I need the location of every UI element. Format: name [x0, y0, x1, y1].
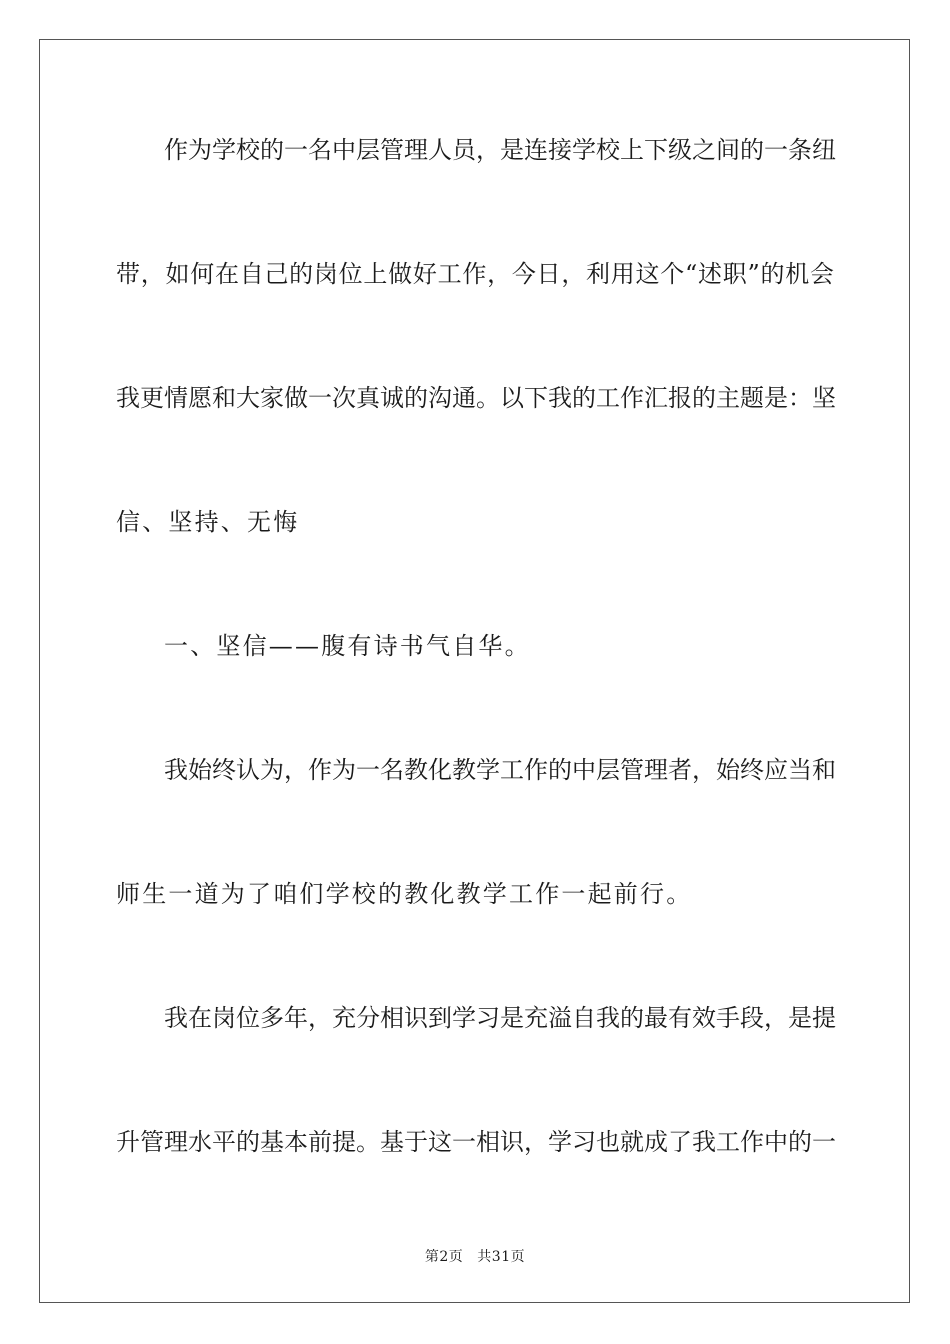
- text-line-8: 我在岗位多年，充分相识到学习是充溢自我的最有效手段，是提: [164, 1004, 836, 1032]
- text-line-7: 师生一道为了咱们学校的教化教学工作一起前行。: [116, 880, 693, 908]
- page-number: 第2页: [424, 1249, 464, 1265]
- text-line-3: 我更情愿和大家做一次真诚的沟通。以下我的工作汇报的主题是：坚: [116, 384, 836, 412]
- text-line-6: 我始终认为，作为一名教化教学工作的中层管理者，始终应当和: [164, 756, 836, 784]
- page-border: [39, 39, 910, 1303]
- page-total: 共31页: [477, 1249, 526, 1265]
- text-line-4: 信、坚持、无悔: [116, 508, 300, 536]
- section-heading: 一、坚信——腹有诗书气自华。: [164, 632, 531, 660]
- page-footer: [0, 1248, 950, 1266]
- text-line-1: 作为学校的一名中层管理人员，是连接学校上下级之间的一条纽: [164, 136, 836, 164]
- text-line-2: 带，如何在自己的岗位上做好工作，今日，利用这个“述职”的机会: [116, 260, 834, 288]
- text-line-9: 升管理水平的基本前提。基于这一相识，学习也就成了我工作中的一: [116, 1128, 836, 1156]
